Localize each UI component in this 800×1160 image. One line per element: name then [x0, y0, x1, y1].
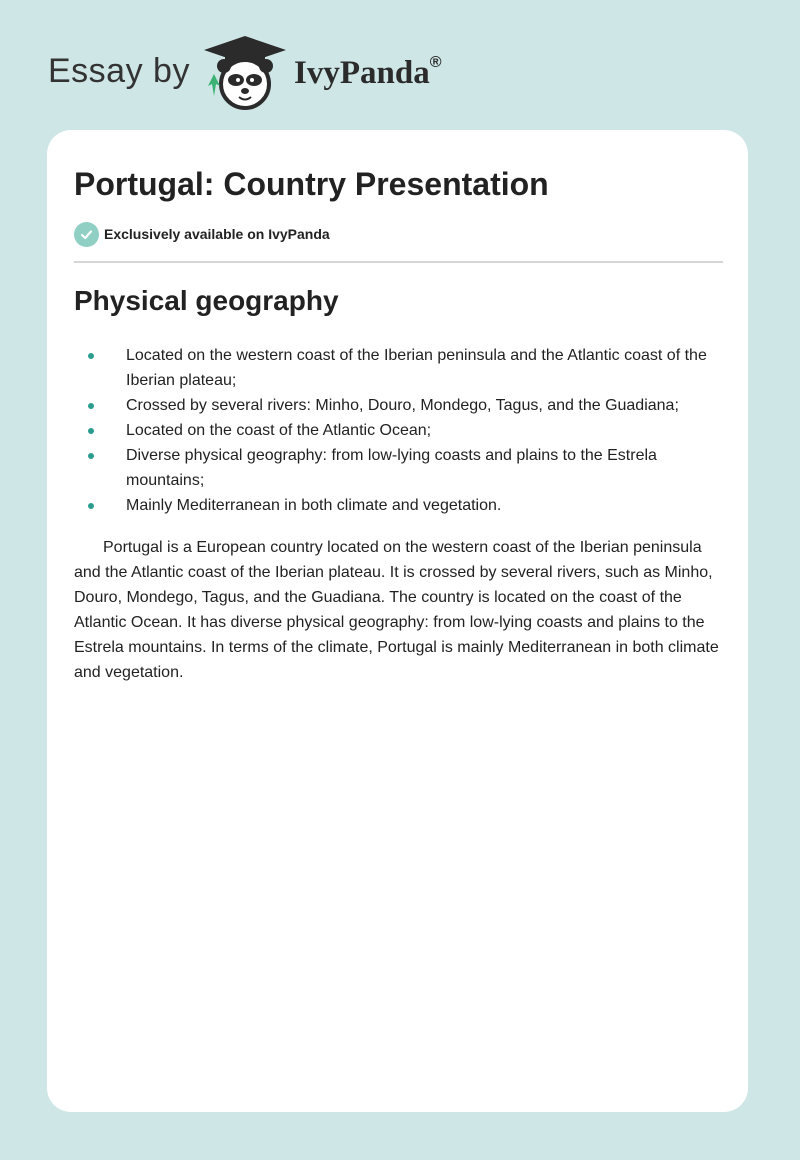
bullet-dot: [88, 428, 94, 434]
list-item: Mainly Mediterranean in both climate and vegetation.: [74, 493, 714, 518]
panda-graduate-icon[interactable]: [200, 34, 290, 110]
bullet-list: [74, 343, 714, 518]
body-paragraph: Portugal is a European country located on the western coast of the Iberian peninsula and the Atlantic coast of the Iberian plateau. It is crossed by several rivers, such as Minho, Douro, Mondego, Tagus, and the Guadiana. The country is located on the coast of the Atlantic Ocean. It has diverse physical geography: from low-lying coasts and plains to the Estrela mountains. In terms of the climate, Portugal is mainly Mediterranean in both climate and vegetation.: [74, 539, 719, 681]
essay-by-label: Essay by: [48, 52, 190, 90]
bullet-dot: [88, 403, 94, 409]
check-circle-icon: [74, 222, 99, 247]
exclusive-badge: [74, 221, 330, 247]
list-item: Located on the coast of the Atlantic Ocean;: [74, 418, 714, 443]
section-heading: Physical geography: [74, 285, 339, 316]
page-title: Portugal: Country Presentation: [74, 166, 549, 202]
divider: [74, 261, 723, 263]
brand-name[interactable]: IvyPanda®: [294, 54, 442, 91]
list-item: Located on the western coast of the Iberian peninsula and the Atlantic coast of the Iberian plateau;: [74, 343, 714, 393]
bullet-dot: [88, 353, 94, 359]
document-card: [47, 130, 748, 1112]
bullet-dot: [88, 453, 94, 459]
list-item: Crossed by several rivers: Minho, Douro, Mondego, Tagus, and the Guadiana;: [74, 393, 714, 418]
badge-text: Exclusively available on IvyPanda: [104, 226, 330, 242]
site-header: [48, 32, 468, 112]
list-item: Diverse physical geography: from low-lying coasts and plains to the Estrela mountains;: [74, 443, 714, 493]
bullet-dot: [88, 503, 94, 509]
